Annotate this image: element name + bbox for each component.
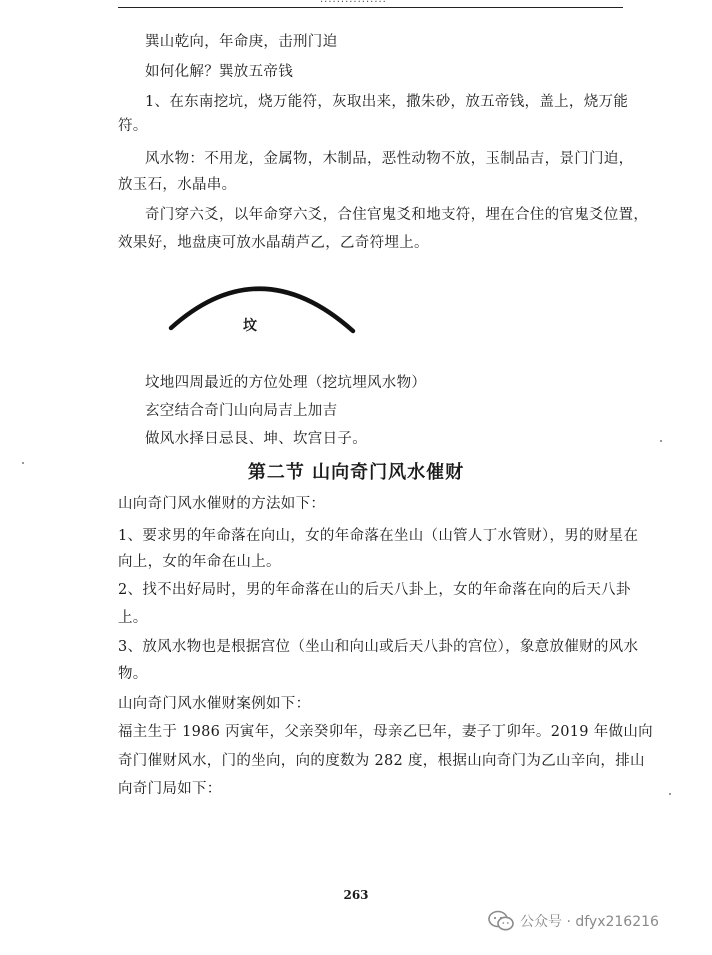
mound-arc bbox=[171, 289, 353, 331]
paragraph-5-line-2: 效果好，地盘庚可放水晶葫芦乙，乙奇符埋上。 bbox=[118, 235, 429, 251]
method-2-line-1: 2、找不出好局时，男的年命落在山的后天八卦上，女的年命落在向的后天八卦 bbox=[118, 582, 631, 598]
paragraph-6: 坟地四周最近的方位处理（挖坑埋风水物） bbox=[145, 375, 427, 391]
case-line-3: 向奇门局如下： bbox=[118, 781, 222, 797]
watermark bbox=[488, 909, 659, 933]
paragraph-7: 玄空结合奇门山向局吉上加吉 bbox=[145, 403, 338, 419]
speck-1 bbox=[22, 462, 24, 464]
paragraph-1: 巽山乾向，年命庚，击刑门迫 bbox=[145, 34, 338, 50]
paragraph-4-line-2: 放玉石，水晶串。 bbox=[118, 177, 237, 193]
method-1-line-1: 1、要求男的年命落在向山，女的年命落在坐山（山管人丁水管财），男的财星在 bbox=[118, 528, 639, 544]
paragraph-3-line-2: 符。 bbox=[118, 118, 148, 134]
top-rule bbox=[118, 7, 623, 8]
method-intro: 山向奇门风水催财的方法如下： bbox=[118, 496, 326, 512]
paragraph-2: 如何化解？巽放五帝钱 bbox=[145, 64, 293, 80]
watermark-text: 公众号 · dfyx216216 bbox=[520, 914, 659, 930]
paragraph-4-line-1: 风水物：不用龙，金属物，木制品，恶性动物不放，玉制品吉，景门门迫， bbox=[145, 151, 634, 167]
method-2-line-2: 上。 bbox=[118, 610, 148, 626]
grave-label: 坟 bbox=[243, 318, 257, 334]
section-title: 第二节 山向奇门风水催财 bbox=[247, 462, 465, 483]
case-line-2: 奇门催财风水，门的坐向，向的度数为 282 度，根据山向奇门为乙山辛向，排山 bbox=[118, 753, 645, 769]
page-number: 263 bbox=[343, 888, 369, 902]
case-line-1: 福主生于 1986 丙寅年，父亲癸卯年，母亲乙巳年，妻子丁卯年。2019 年做山向 bbox=[118, 724, 653, 740]
speck-2 bbox=[660, 440, 662, 442]
grave-mound-diagram bbox=[165, 268, 365, 338]
speck-3 bbox=[669, 793, 671, 795]
paragraph-3-line-1: 1、在东南挖坑，烧万能符，灰取出来，撒朱砂，放五帝钱，盖上，烧万能 bbox=[145, 94, 629, 110]
case-title: 山向奇门风水催财案例如下： bbox=[118, 696, 311, 712]
method-1-line-2: 向上，女的年命在山上。 bbox=[118, 554, 281, 570]
paragraph-8: 做风水择日忌艮、坤、坎宫日子。 bbox=[145, 431, 367, 447]
paragraph-5-line-1: 奇门穿六爻，以年命穿六爻，合住官鬼爻和地支符，埋在合住的官鬼爻位置， bbox=[145, 207, 649, 223]
wechat-icon bbox=[488, 910, 514, 932]
method-3-line-2: 物。 bbox=[118, 666, 148, 682]
running-header bbox=[320, 0, 387, 5]
method-3-line-1: 3、放风水物也是根据宫位（坐山和向山或后天八卦的宫位），象意放催财的风水 bbox=[118, 639, 639, 655]
